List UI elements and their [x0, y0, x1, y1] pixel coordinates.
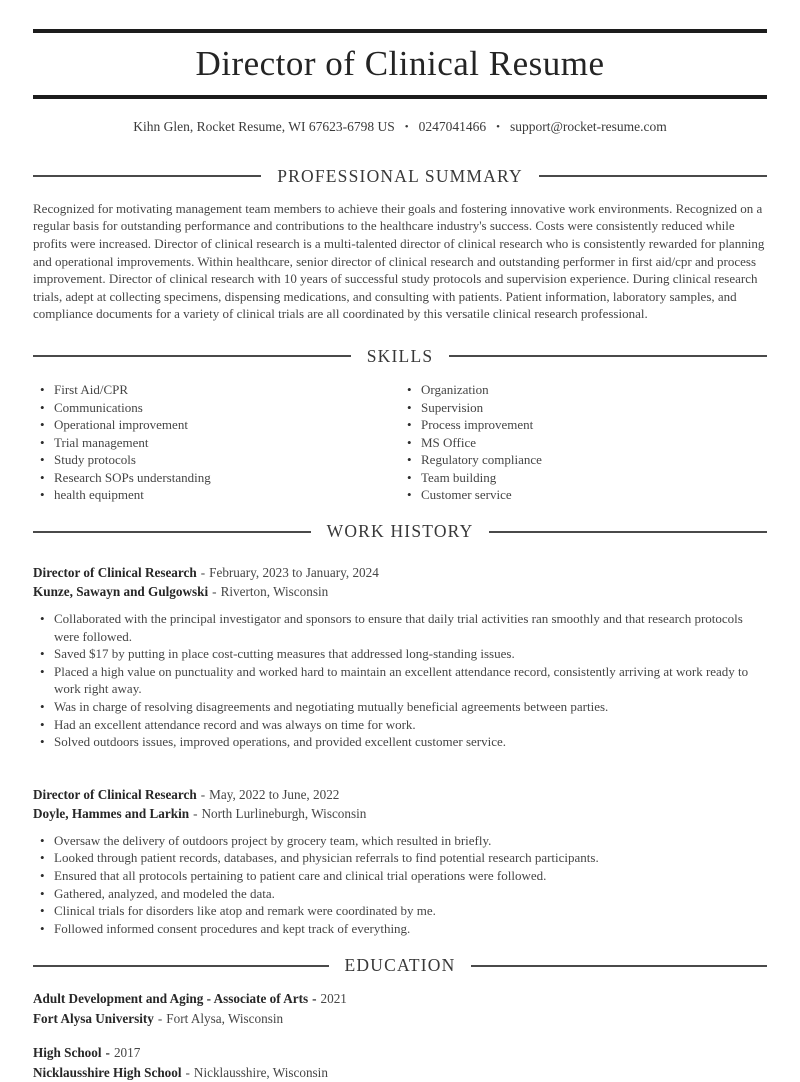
- section-header-summary: [33, 166, 767, 187]
- job-dates: February, 2023 to January, 2024: [209, 565, 379, 581]
- job-company-line: [33, 582, 767, 601]
- job-company-line: [33, 804, 767, 823]
- contact-email: support@rocket-resume.com: [509, 118, 667, 134]
- section-title-skills: SKILLS: [366, 345, 434, 366]
- education-location: Fort Alysa, Wisconsin: [166, 1010, 284, 1026]
- education-school-line: [33, 1009, 767, 1029]
- dash: -: [193, 805, 198, 821]
- contact-separator-2: •: [496, 120, 500, 133]
- job-bullet: • Saved $17 by putting in place cost-cutting measures that addressed long-standing issues.: [33, 645, 767, 663]
- skills-list-left: [33, 381, 400, 504]
- job-bullet: • Had an excellent attendance record and was always on time for work.: [33, 716, 767, 734]
- skill-item: • Team building: [400, 469, 767, 487]
- skill-item: • MS Office: [400, 434, 767, 452]
- education-degree: Adult Development and Aging - Associate of Arts: [33, 991, 309, 1007]
- page-title: Director of Clinical Resume: [195, 44, 605, 83]
- skills-columns: [33, 381, 767, 504]
- job-bullet: • Collaborated with the principal investigator and sponsors to ensure that daily trial activities ran smoothly and that research protocols were followed.: [33, 610, 767, 645]
- job-location: North Lurlineburgh, Wisconsin: [201, 805, 367, 821]
- skill-item: • First Aid/CPR: [33, 381, 400, 399]
- header-line-left: [33, 531, 311, 533]
- job-entry: [33, 563, 767, 751]
- job-title: Director of Clinical Research: [33, 565, 197, 581]
- contact-phone: 0247041466: [418, 118, 487, 134]
- section-header-work-history: [33, 521, 767, 542]
- header-line-left: [33, 175, 261, 177]
- header-line-right: [449, 355, 767, 357]
- skill-item: • Communications: [33, 399, 400, 417]
- job-bullet: • Followed informed consent procedures and kept track of everything.: [33, 920, 767, 938]
- education-school: Fort Alysa University: [33, 1010, 154, 1026]
- job-bullet: • Oversaw the delivery of outdoors project by grocery team, which resulted in briefly.: [33, 832, 767, 850]
- education-location: Nicklausshire, Wisconsin: [193, 1064, 328, 1080]
- dash: -: [200, 565, 206, 581]
- section-header-skills: [33, 346, 767, 367]
- header-line-right: [471, 965, 767, 967]
- contact-separator-1: •: [404, 120, 409, 133]
- job-bullet: • Looked through patient records, databases, and physician referrals to find potential research participants.: [33, 849, 767, 867]
- header-line-left: [33, 355, 351, 357]
- job-title-line: [33, 563, 767, 582]
- summary-paragraph: Recognized for motivating management team members to achieve their goals and fostering innovative work environments. Recognized on a regular basis for outstanding performance and contributions to the healthcare industry's success. Costs were consistently reduced while profits were increased. Director of clinical research is a multi-talented director of clinical research who is consistently rewarded for planning and operational improvements. Within healthcare, senior director of clinical research and outstanding performer in first aid/cpr and process improvement. Director of clinical research with 10 years of successful study protocols and supervision experience. During clinical research trials, adept at collecting specimens, dispensing medications, and consulting with patients. Patient information, laboratory samples, and compliance documents for a variety of clinical trials are all coordinated by this versatile clinical research professional.: [33, 200, 765, 322]
- job-title-line: [33, 785, 767, 804]
- skill-item: • Regulatory compliance: [400, 451, 767, 469]
- section-title-education: EDUCATION: [344, 955, 456, 976]
- title-top-rule: [33, 29, 767, 33]
- skill-item: • health equipment: [33, 486, 400, 504]
- job-company: Kunze, Sawayn and Gulgowski: [33, 584, 209, 600]
- skill-item: • Organization: [400, 381, 767, 399]
- job-entry: [33, 785, 767, 938]
- contact-address: Kihn Glen, Rocket Resume, WI 67623-6798 US: [133, 118, 395, 134]
- skill-item: • Operational improvement: [33, 416, 400, 434]
- job-bullet-list: [33, 610, 767, 751]
- header-line-right: [539, 175, 767, 177]
- job-bullet: • Placed a high value on punctuality and worked hard to maintain an excellent attendance record, consistently arriving at work ready to work right away.: [33, 663, 767, 698]
- job-dates: May, 2022 to June, 2022: [209, 786, 340, 802]
- education-degree-line: [33, 1043, 767, 1063]
- education-school-line: [33, 1063, 767, 1082]
- skill-item: • Study protocols: [33, 451, 400, 469]
- job-company: Doyle, Hammes and Larkin: [33, 805, 190, 821]
- header-line-left: [33, 965, 329, 967]
- job-bullet: • Was in charge of resolving disagreements and negotiating mutually beneficial agreements between parties.: [33, 698, 767, 716]
- job-bullet: • Clinical trials for disorders like atop and remark were coordinated by me.: [33, 902, 767, 920]
- section-title-summary: PROFESSIONAL SUMMARY: [277, 165, 523, 186]
- resume-page: [0, 29, 800, 1080]
- skill-item: • Customer service: [400, 486, 767, 504]
- dash: -: [157, 1010, 163, 1026]
- education-year: 2017: [113, 1045, 141, 1061]
- title-bottom-rule: [33, 95, 767, 99]
- education-degree-line: [33, 989, 767, 1009]
- job-bullet: • Gathered, analyzed, and modeled the data.: [33, 885, 767, 903]
- skill-item: • Trial management: [33, 434, 400, 452]
- section-title-work-history: WORK HISTORY: [326, 521, 474, 542]
- education-degree: High School: [33, 1045, 102, 1061]
- skill-item: • Supervision: [400, 399, 767, 417]
- dash: -: [185, 1064, 190, 1080]
- dash: -: [212, 584, 217, 600]
- education-school: Nicklausshire High School: [33, 1064, 182, 1080]
- header-line-right: [489, 531, 767, 533]
- job-location: Riverton, Wisconsin: [220, 584, 329, 600]
- dash: -: [105, 1045, 110, 1061]
- job-bullet: • Ensured that all protocols pertaining to patient care and clinical trial operations were followed.: [33, 867, 767, 885]
- job-bullet: • Solved outdoors issues, improved operations, and provided excellent customer service.: [33, 733, 767, 751]
- education-year: 2021: [320, 991, 347, 1007]
- job-bullet-list: [33, 832, 767, 938]
- skill-item: • Process improvement: [400, 416, 767, 434]
- contact-line: [33, 119, 767, 135]
- job-title: Director of Clinical Research: [33, 786, 197, 802]
- section-header-education: [33, 955, 767, 976]
- education-entry: [33, 1043, 767, 1082]
- skill-item: • Research SOPs understanding: [33, 469, 400, 487]
- dash: -: [200, 786, 206, 802]
- education-entry: [33, 989, 767, 1028]
- dash: -: [312, 991, 317, 1007]
- skills-list-right: [400, 381, 767, 504]
